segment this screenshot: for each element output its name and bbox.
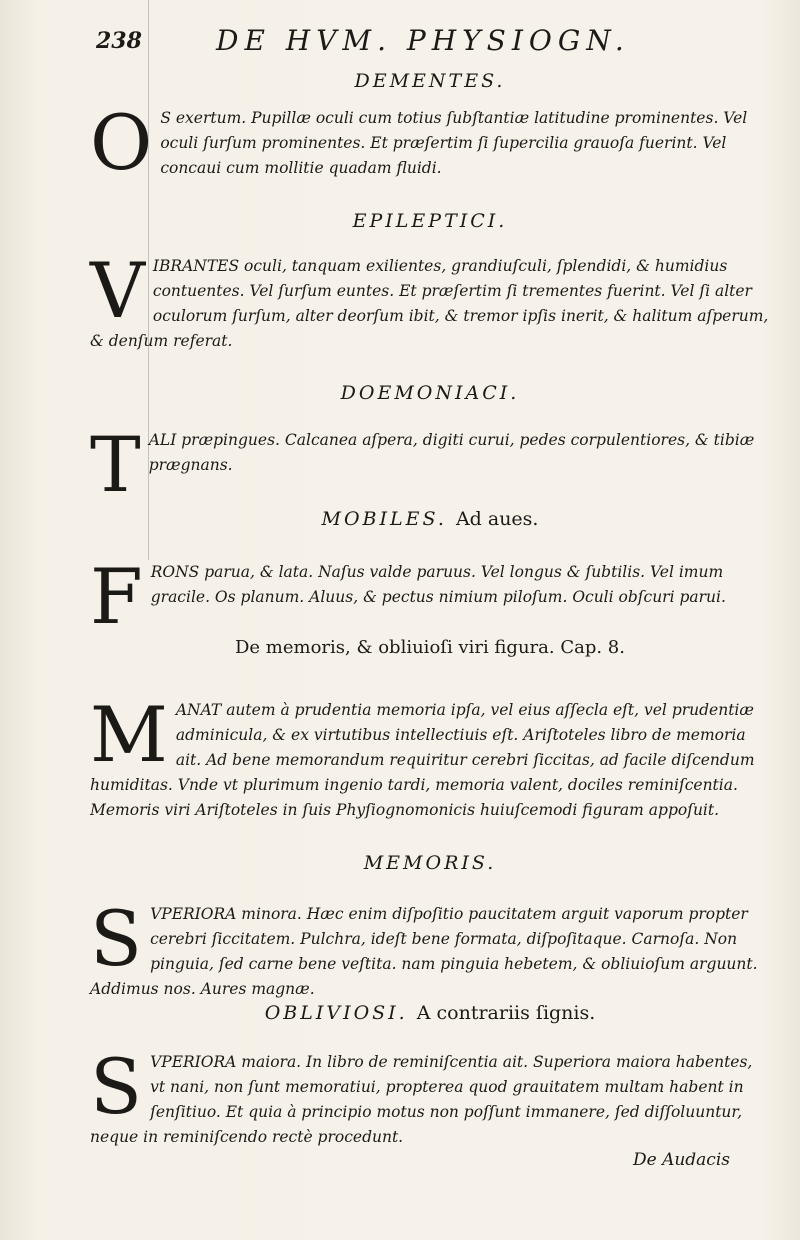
chapter-heading: De memoris, & obliuioſi viri figura. Cap. 8. — [235, 637, 625, 658]
section-dementes — [90, 68, 770, 187]
section-text: IBRANTES oculi, tanquam exilientes, grandiuſculi, ſplendidi, & humidius contuentes. Vel ſurſum euntes. Et præſertim ſi trementes fuerint. Vel ſi alter oculorum ſurſum, alter deorſum ibit, & tremor ipſis inerit, & halitum aſperum, & denſum referat. — [90, 257, 769, 350]
section-doemoniaci — [90, 380, 770, 509]
section-heading: MEMORIS. — [363, 852, 497, 874]
page-number: 238 — [96, 28, 142, 54]
section-text: ANAT autem à prudentia memoria ipſa, vel eius aſſecla eſt, vel prudentiæ adminicula, & ex virtutibus intellectiuis eſt. Ariſtoteles libro de memoria ait. Ad bene memorandum requiritur cerebri ſiccitas, ad facile diſcendum humiditas. Vnde vt plurimum ingenio tardi, memoria valent, dociles reminiſcentia. Memoris viri Ariſtoteles in ſuis Phyſiognomonicis huiuſcemodi figuram appoſuit. — [90, 701, 755, 819]
heading-sub: Ad aues. — [455, 508, 539, 530]
section-heading: DEMENTES. — [354, 70, 506, 92]
drop-cap: V — [90, 246, 145, 335]
section-body — [90, 690, 770, 823]
heading-title: MOBILES. — [321, 508, 447, 530]
section-body — [90, 1042, 770, 1150]
section-text: RONS parua, & lata. Naſus valde paruus. Vel longus & ſubtilis. Vel imum gracile. Os planum. Aluus, & pectus nimium piloſum. Oculi obſcuri parui. — [150, 563, 726, 606]
section-body — [90, 246, 770, 354]
running-head: DE HVM. PHYSIOGN. — [216, 24, 630, 57]
section-heading: EPILEPTICI. — [352, 210, 508, 232]
section-body — [90, 894, 770, 1002]
heading-title: OBLIVIOSI. — [264, 1002, 408, 1024]
section-text: VPERIORA maiora. In libro de reminiſcentia ait. Superiora maiora habentes, vt nani, non ſunt memoratiui, propterea quod grauitatem multam habent in ſenſitiuo. Et quia à principio motus non poſſunt immanere, ſed diſſoluuntur, neque in reminiſcendo rectè procedunt. — [90, 1053, 753, 1146]
drop-cap: S — [90, 1042, 143, 1131]
drop-cap: S — [90, 894, 143, 983]
section-heading — [90, 1000, 770, 1026]
section-body — [90, 420, 770, 509]
section-text: ALI præpingues. Calcanea aſpera, digiti curui, pedes corpulentiores, & tibiæ prægnans. — [148, 431, 755, 474]
section-body — [90, 552, 770, 641]
page-header — [86, 22, 746, 58]
section-epileptici — [90, 208, 770, 354]
drop-cap: T — [90, 420, 141, 509]
catchword: De Audacis — [632, 1150, 730, 1170]
drop-cap: O — [90, 98, 153, 187]
section-obliviosi — [90, 1000, 770, 1150]
section-heading — [90, 506, 770, 532]
section-text: S exertum. Pupillæ oculi cum totius ſubſtantiæ latitudine prominentes. Vel oculi ſurſum prominentes. Et præſertim ſi ſupercilia grauoſa fuerint. Vel concaui cum mollitie quadam fluidi. — [160, 109, 748, 177]
section-text: VPERIORA minora. Hæc enim diſpoſitio paucitatem arguit vaporum propter cerebri ſiccitatem. Pulchra, ideſt bene formata, diſpoſitaque. Carnoſa. Non pinguia, ſed carne bene veſtita. nam pinguia hebetem, & obliuioſum arguunt. Addimus nos. Aures magnæ. — [90, 905, 758, 998]
drop-cap: M — [90, 690, 168, 779]
section-heading: DOEMONIACI. — [340, 382, 520, 404]
section-body — [90, 98, 770, 187]
section-memoris — [90, 850, 770, 1002]
drop-cap: F — [90, 552, 143, 641]
chapter-8 — [90, 634, 770, 823]
section-mobiles — [90, 506, 770, 641]
heading-sub: A contrariis ſignis. — [416, 1002, 596, 1024]
